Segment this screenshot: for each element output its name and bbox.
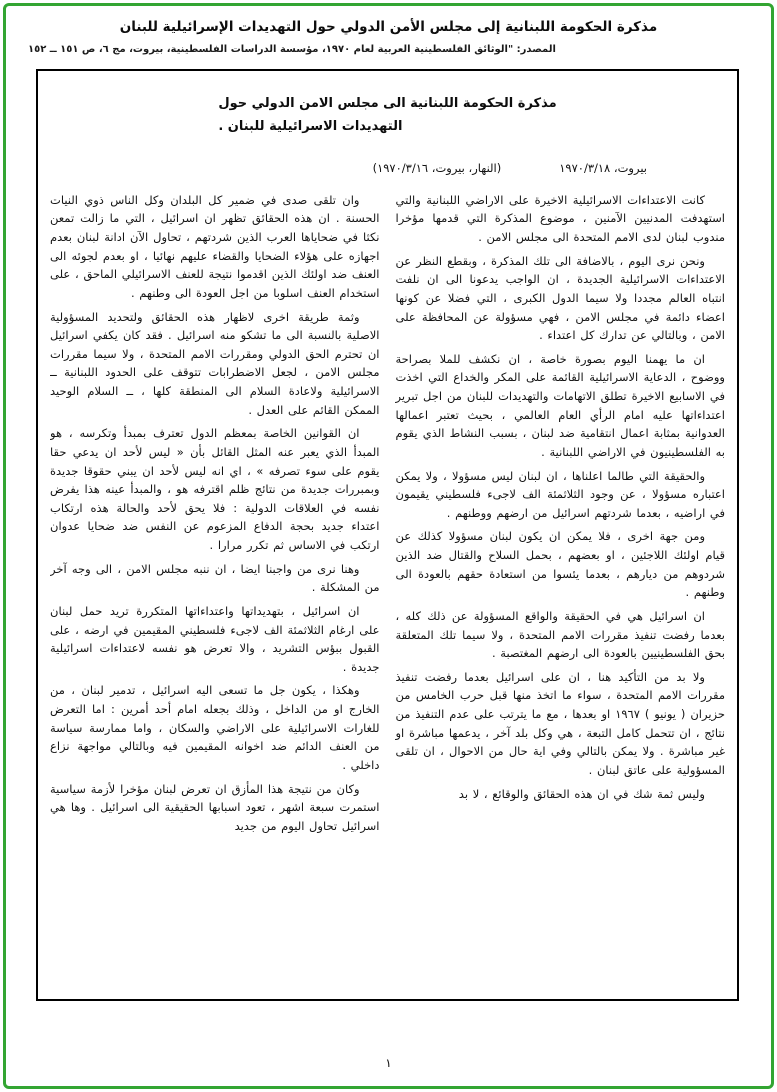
- memo-title-line-2: التهديدات الاسرائيلية للبنان .: [218, 119, 403, 134]
- memo-border-box: [36, 69, 739, 1001]
- memo-title: [218, 93, 556, 139]
- paragraph: ولا بد من التأكيد هنا ، ان على اسرائيل بعدما رفضت تنفيذ مقررات الامم المتحدة ، سواء ما اتخذ منها قبل حرب الخامس من حزيران ( يونيو ) ١٩٦٧ او بعدها ، مع ما يترتب على عدم التنفيذ من نتائج ، ان تتحمل كامل التبعة ، هي وكل بلد آخر ، يدعمها مباشرة او غير مباشرة . ولا يمكن بالتالي وفي اية حال من الاحوال ، ان تلقى المسؤولية على عاتق لبنان .: [395, 669, 725, 777]
- scanned-document-page: [3, 3, 774, 1089]
- paragraph: وليس ثمة شك في ان هذه الحقائق والوقائع ، لا بد: [458, 786, 705, 801]
- paragraph: وان تلقى صدى في ضمير كل البلدان وكل الناس ذوي النيات الحسنة . ان هذه الحقائق تظهر ان اسرائيل ، التي ما زالت تمعن نكثا في ضحاياها العرب الذين شردتهم ، تحاول الآن ادانة لبنان بعدم اجهازه على هؤلاء الضحايا والقضاء عليهم نهائيا ، او بعدم لجوئه الى العنف ضد اولئك الذين اقدموا نتيجة للعنف الاسرائيلي الماحق ، على استخدام العنف اسلوبا من اجل العودة الى وطنهم .: [50, 192, 380, 300]
- newspaper-reference: (النهار، بيروت، ١٩٧٠/٣/١٦): [372, 160, 502, 175]
- column-left: [50, 191, 380, 1002]
- paragraph: ونحن نرى اليوم ، بالاضافة الى تلك المذكرة ، وبقطع النظر عن الاعتداءات الاسرائيلية الجديدة ، ان الواجب يدعونا الى ان نلفت انتباه العالم مجددا ولا سيما الدول الكبرى ، التي فضلا عن كونها اعضاء دائمة في مجلس الامن ، فهي مسؤولة عن المحافظة على الامن ، وبالتالي عن تدارك كل اعتداء .: [395, 253, 725, 343]
- paragraph: وهنا نرى من واجبنا ايضا ، ان ننبه مجلس الامن ، الى وجه آخر من المشكلة .: [50, 561, 380, 595]
- paragraph: ومن جهة اخرى ، فلا يمكن ان يكون لبنان مسؤولا كذلك عن قيام اولئك اللاجئين ، او بعضهم ، بحمل السلاح والقتال ضد الذين شردوهم من ديارهم ، بعدما يئسوا من استعادة حقهم بالعودة الى وطنهم .: [395, 529, 725, 600]
- dateline-beirut: بيروت، ١٩٧٠/٣/١٨: [559, 160, 647, 175]
- document-header-title: مذكرة الحكومة اللبنانية إلى مجلس الأمن الدولي حول التهديدات الإسرائيلية للبنان: [119, 19, 658, 35]
- page-header: [6, 6, 771, 57]
- two-column-text: [50, 191, 725, 1002]
- paragraph: ان اسرائيل هي في الحقيقة والواقع المسؤولة عن ذلك كله ، بعدما رفضت تنفيذ مقررات الامم المتحدة ، ولا سيما تلك المتعلقة بحق الفلسطينيين بالعودة الى ارضهم المغتصبة .: [395, 608, 725, 661]
- dateline-row: [50, 161, 725, 175]
- page-number: ١: [385, 1056, 392, 1070]
- paragraph: وثمة طريقة اخرى لاظهار هذه الحقائق ولتحديد المسؤولية الاصلية بالنسبة الى ما تشكو منه اسرائيل . فقد كان يكفي اسرائيل ان تحترم الحق الدولي ومقررات الامم المتحدة ، ولا سيما مقررات مجلس الامن ، لجعل الاضطرابات تتوقف على الحدود اللبنانية ــ الاسرائيلية ولاعادة السلام الى المنطقة كلها ، ــ السلام الوحيد الممكن القائم على العدل .: [50, 309, 380, 417]
- source-citation-line: المصدر: "الوثائق الفلسطينية العربية لعام ١٩٧٠، مؤسسة الدراسات الفلسطينية، بيروت، مج ٦، ص ١٥١ ــ ١٥٢: [28, 44, 556, 56]
- paragraph: والحقيقة التي طالما اعلناها ، ان لبنان ليس مسؤولا ، ولا يمكن اعتباره مسؤولا ، عن وجود الثلاثمئة الف لاجىء فلسطيني يقيمون في اراضيه ، بعدما شردتهم اسرائيل من ارضهم ووطنهم .: [395, 468, 725, 520]
- paragraph: ان اسرائيل ، بتهديداتها واعتداءاتها المتكررة تريد حمل لبنان على ارغام الثلاثمئة الف لاجىء فلسطيني المقيمين في ارضه ، على القبول ببؤس التشريد ، والا تعرض هو نفسه لاعتداءات اسرائيلية جديدة .: [50, 603, 380, 674]
- column-right: [396, 191, 726, 1002]
- paragraph: كانت الاعتداءات الاسرائيلية الاخيرة على الاراضي اللبنانية والتي استهدفت المدنيين الآمنين ، موضوع المذكرة التي قدمها مؤخرا مندوب لبنان لدى الامم المتحدة الى مجلس الامن .: [395, 192, 725, 244]
- paragraph: وكان من نتيجة هذا المأزق ان تعرض لبنان مؤخرا لأزمة سياسية استمرت سبعة اشهر ، تعود اسبابها الحقيقية الى اسرائيل . وها هي اسرائيل تحاول اليوم من جديد: [50, 781, 380, 833]
- memo-title-line-1: مذكرة الحكومة اللبنانية الى مجلس الامن الدولي حول: [218, 96, 557, 112]
- paragraph: ان القوانين الخاصة بمعظم الدول تعترف بمبدأ وتكرسه ، هو المبدأ الذي يعبر عنه المثل القائل بأن « ليس لأحد ان يدعي حقا يقوم على سوء تصرفه » ، اي انه ليس لأحد ان يبني حقوقا جديدة وبمبررات جديدة من نتائج ظلم اقترفه هو ، والمبدأ عينه هذا يفرض نفسه في العلاقات الدولية : فلا يحق لأحد والحالة هذه ارتكاب اعتداء جديد بحجة الدفاع المزعوم عن النفس ضد ضحايا عدوان ارتكب في الاساس ثم تكرر مرارا .: [50, 426, 380, 552]
- paragraph: ان ما يهمنا اليوم بصورة خاصة ، ان نكشف للملا بصراحة ووضوح ، الدعاية الاسرائيلية القائمة على المكر والخداع التي اخذت في الاسابيع الاخيرة تطلق الاتهامات والتهديدات للبنان من اجل تبرير اعتداءاتها عليه امام الرأي العام العالمي ، بحيث تعتبر اعمالها العدوانية بمثابة اعمال انتقامية ضد لبنان ، بسبب النشاط الذي يقوم به الفلسطينيون في الاراضي اللبنانية .: [395, 351, 725, 459]
- paragraph: وهكذا ، يكون جل ما تسعى اليه اسرائيل ، تدمير لبنان ، من الخارج او من الداخل ، وذلك بجعله امام أحد أمرين : اما التعرض للغارات الاسرائيلية على الاراضي والسكان ، واما ممارسة سياسة من العنف الدائم ضد اخوانه المقيمين فيه وبالتالي مواجهة نزاع داخلي .: [50, 683, 380, 772]
